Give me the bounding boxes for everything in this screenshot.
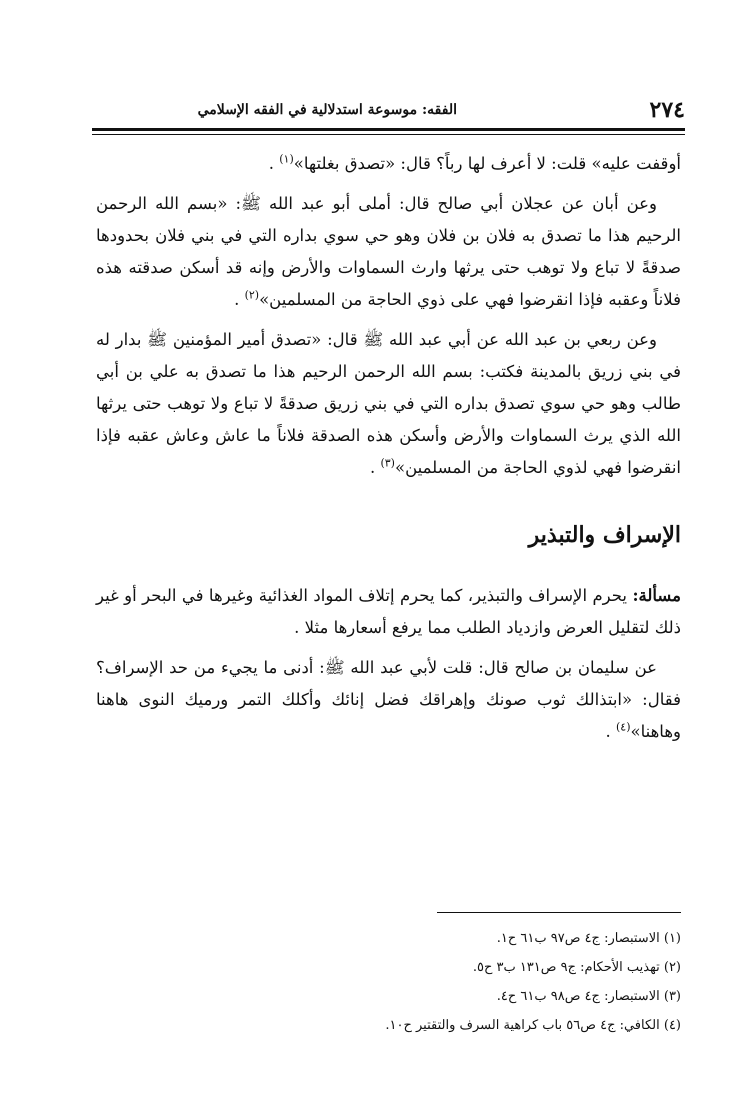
footnote-1: (١) الاستبصار: ج٤ ص٩٧ ب٦١ ح١. xyxy=(496,931,681,946)
section-heading: الإسراف والتبذير xyxy=(528,522,681,548)
footnote-ref-4: (٤) xyxy=(615,720,631,734)
paragraph-1-end: . xyxy=(268,154,280,173)
masala-paragraph xyxy=(96,580,681,644)
footnotes xyxy=(96,924,681,1040)
page-number: ٢٧٤ xyxy=(649,97,685,123)
masala-text: يحرم الإسراف والتبذير، كما يحرم إتلاف المواد الغذائية وغيرها في البحر أو غير ذلك لتقليل العرض وازدياد الطلب مما يرفع أسعارها مثلا . xyxy=(96,586,681,637)
paragraph-2 xyxy=(96,188,681,316)
paragraph-1-text: أوقفت عليه» قلت: لا أعرف لها رباً؟ قال: «تصدق بغلتها» xyxy=(293,154,681,173)
running-header xyxy=(92,96,685,124)
footnote-3: (٣) الاستبصار: ج٤ ص٩٨ ب٦١ ح٤. xyxy=(496,989,681,1004)
paragraph-3-end: . xyxy=(369,458,381,477)
main-text xyxy=(96,148,681,756)
paragraph-2-text: وعن أبان عن عجلان أبي صالح قال: أملى أبو عبد الله ﷺ: «بسم الله الرحمن الرحيم هذا ما تصدق به فلان بن فلان وهو حي سوي بداره التي في بني فلان بحدودها صدقةً لا تباع ولا توهب حتى يرثها وارث السماوات والأرض وإنه قد أسكن صدقته هذه فلاناً وعقبه فإذا انقرضوا فهي على ذوي الحاجة من المسلمين» xyxy=(96,194,681,309)
paragraph-4-text: عن سليمان بن صالح قال: قلت لأبي عبد الله ﷺ: أدنى ما يجيء من حد الإسراف؟ فقال: «ابتذالك ثوب صونك وإهراقك فضل إنائك وأكلك التمر ورميك النوى هاهنا وهاهنا» xyxy=(96,658,681,741)
footnote-ref-1: (١) xyxy=(279,152,294,166)
paragraph-2-end: . xyxy=(234,290,245,309)
paragraph-3 xyxy=(96,324,681,484)
masala-label: مسألة: xyxy=(632,586,681,605)
paragraph-1 xyxy=(96,148,681,180)
footnote-ref-3: (٣) xyxy=(380,456,395,470)
footnote-4: (٤) الكافي: ج٤ ص٥٦ باب كراهية السرف والتقتير ح١٠. xyxy=(385,1018,681,1033)
paragraph-4 xyxy=(96,652,681,748)
paragraph-4-end: . xyxy=(605,722,616,741)
footnote-2: (٢) تهذيب الأحكام: ج٩ ص١٣١ ب٣ ح٥. xyxy=(472,960,681,975)
header-rule-thin xyxy=(92,134,685,135)
footnote-ref-2: (٢) xyxy=(244,288,260,302)
book-title: الفقه: موسوعة استدلالية في الفقه الإسلامي xyxy=(197,102,457,118)
header-rule-thick xyxy=(92,128,685,131)
footnote-separator xyxy=(437,912,681,913)
paragraph-3-text: وعن ربعي بن عبد الله عن أبي عبد الله ﷺ قال: «تصدق أمير المؤمنين ﷺ بدار له في بني زريق بالمدينة فكتب: بسم الله الرحمن الرحيم هذا ما تصدق به علي بن أبي طالب وهو حي سوي تصدق بداره التي في بني زريق صدقةً لا تباع ولا توهب حتى يرثها الله الذي يرث السماوات والأرض وأسكن هذه الصدقة فلاناً ما عاش وعاش عقبه فإذا انقرضوا فهي لذوي الحاجة من المسلمين» xyxy=(96,330,681,477)
